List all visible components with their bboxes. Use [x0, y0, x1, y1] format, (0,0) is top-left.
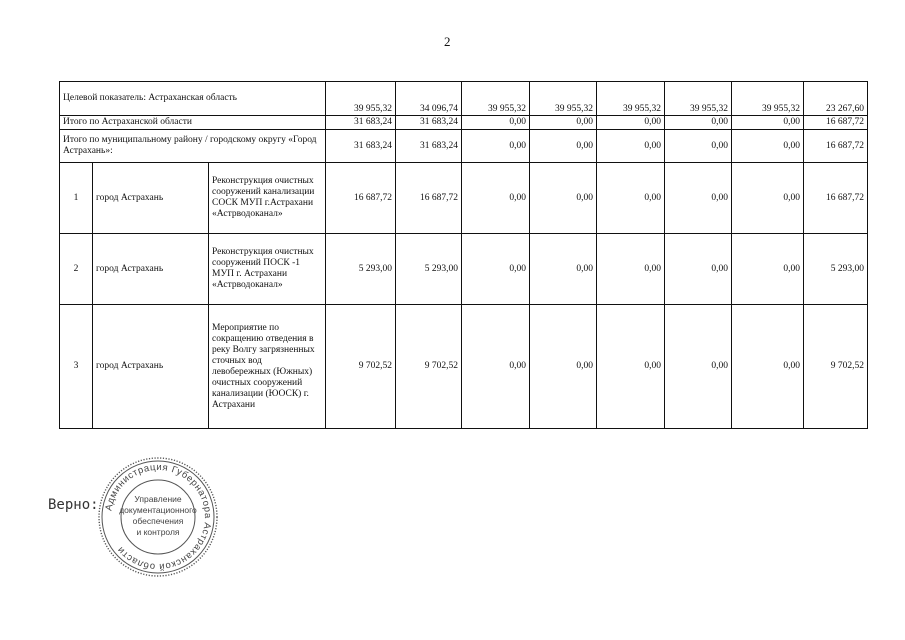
total-region-row — [60, 116, 868, 130]
row-value: 0,00 — [462, 163, 530, 234]
row-description: Реконструкция очистных сооружений ПОСК -1 МУП г. Астрахани «Астрводоканал» — [209, 234, 326, 305]
svg-text:Управление: Управление — [134, 494, 182, 504]
row-value: 5 293,00 — [804, 234, 868, 305]
row-value: 9 702,52 — [396, 305, 462, 429]
financing-table — [59, 81, 868, 429]
svg-text:документационного: документационного — [119, 505, 197, 515]
row-value: 0,00 — [530, 163, 597, 234]
row-value: 16 687,72 — [326, 163, 396, 234]
total-region-value: 16 687,72 — [804, 116, 868, 130]
verno-label: Верно: — [48, 497, 99, 513]
total-region-value: 31 683,24 — [396, 116, 462, 130]
target-value: 39 955,32 — [597, 82, 665, 116]
table-row — [60, 305, 868, 429]
target-label: Целевой показатель: Астраханская область — [60, 82, 326, 116]
row-value: 0,00 — [732, 234, 804, 305]
row-place: город Астрахань — [93, 163, 209, 234]
row-value: 0,00 — [530, 305, 597, 429]
total-region-value: 0,00 — [462, 116, 530, 130]
target-value: 39 955,32 — [462, 82, 530, 116]
total-city-value: 0,00 — [597, 130, 665, 163]
row-value: 0,00 — [597, 234, 665, 305]
target-value: 34 096,74 — [396, 82, 462, 116]
total-city-value: 0,00 — [732, 130, 804, 163]
total-region-label: Итого по Астраханской области — [60, 116, 326, 130]
page-number: 2 — [444, 34, 451, 49]
total-city-row — [60, 130, 868, 163]
total-region-value: 0,00 — [665, 116, 732, 130]
seal-stamp — [96, 455, 220, 579]
target-value: 39 955,32 — [530, 82, 597, 116]
row-value: 0,00 — [665, 305, 732, 429]
row-value: 0,00 — [665, 234, 732, 305]
row-place: город Астрахань — [93, 234, 209, 305]
total-city-value: 0,00 — [462, 130, 530, 163]
row-value: 0,00 — [732, 163, 804, 234]
row-value: 0,00 — [597, 305, 665, 429]
svg-text:обеспечения: обеспечения — [132, 516, 184, 526]
row-number: 1 — [60, 163, 93, 234]
total-city-value: 31 683,24 — [326, 130, 396, 163]
row-place: город Астрахань — [93, 305, 209, 429]
total-city-value: 16 687,72 — [804, 130, 868, 163]
svg-text:Администрация Губернатора Астр: Администрация Губернатора Астраханской области — [103, 461, 214, 573]
row-value: 9 702,52 — [326, 305, 396, 429]
target-value: 39 955,32 — [665, 82, 732, 116]
row-value: 0,00 — [462, 305, 530, 429]
total-city-value: 0,00 — [530, 130, 597, 163]
total-region-value: 0,00 — [597, 116, 665, 130]
row-value: 0,00 — [732, 305, 804, 429]
target-value: 39 955,32 — [732, 82, 804, 116]
total-city-value: 0,00 — [665, 130, 732, 163]
row-value: 0,00 — [597, 163, 665, 234]
total-city-value: 31 683,24 — [396, 130, 462, 163]
row-number: 2 — [60, 234, 93, 305]
row-value: 16 687,72 — [396, 163, 462, 234]
total-city-label: Итого по муниципальному району / городскому округу «Город Астрахань»: — [60, 130, 326, 163]
row-value: 16 687,72 — [804, 163, 868, 234]
svg-text:и контроля: и контроля — [136, 527, 180, 537]
total-region-value: 0,00 — [732, 116, 804, 130]
total-region-value: 0,00 — [530, 116, 597, 130]
target-row — [60, 82, 868, 116]
table-row — [60, 234, 868, 305]
row-number: 3 — [60, 305, 93, 429]
row-description: Реконструкция очистных сооружений канализации СОСК МУП г.Астрахани «Астрводоканал» — [209, 163, 326, 234]
row-value: 5 293,00 — [326, 234, 396, 305]
table-row — [60, 163, 868, 234]
row-description: Мероприятие по сокращению отведения в реку Волгу загрязненных сточных вод левобережных (Южных) очистных сооружений канализации (ЮОСК) г. Астрахани — [209, 305, 326, 429]
row-value: 9 702,52 — [804, 305, 868, 429]
row-value: 0,00 — [665, 163, 732, 234]
target-value: 23 267,60 — [804, 82, 868, 116]
total-region-value: 31 683,24 — [326, 116, 396, 130]
row-value: 5 293,00 — [396, 234, 462, 305]
row-value: 0,00 — [462, 234, 530, 305]
row-value: 0,00 — [530, 234, 597, 305]
target-value: 39 955,32 — [326, 82, 396, 116]
